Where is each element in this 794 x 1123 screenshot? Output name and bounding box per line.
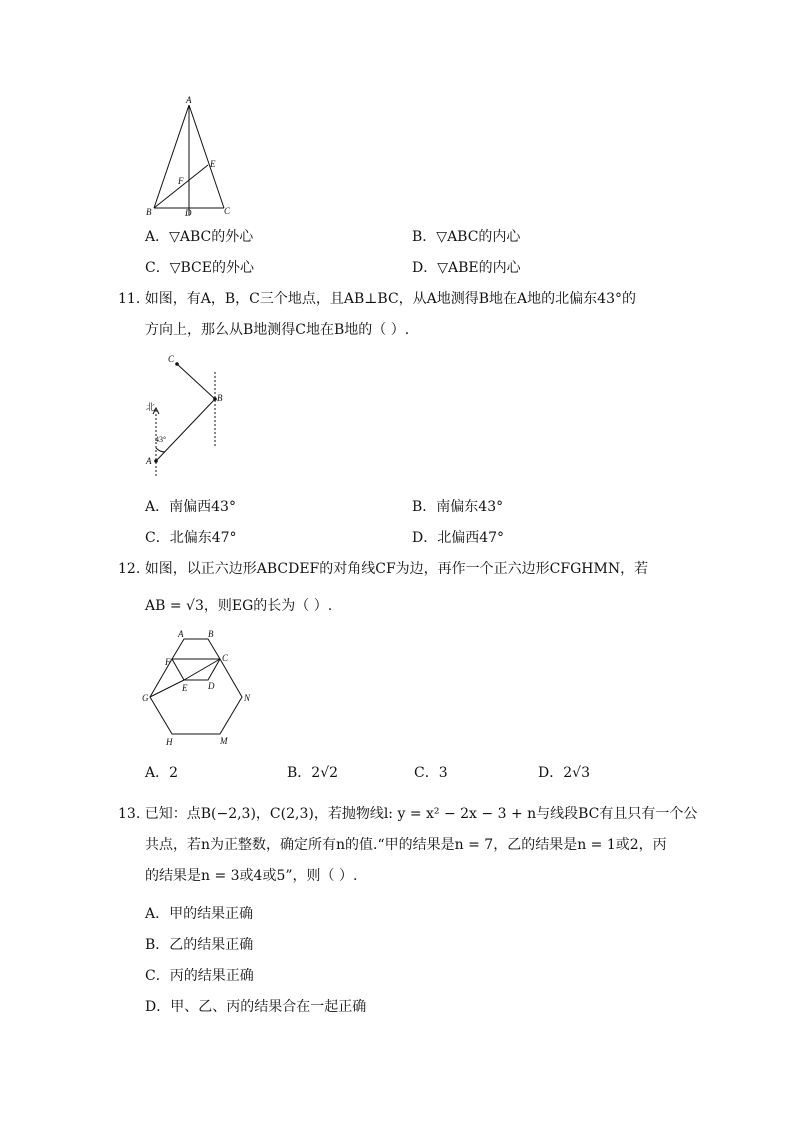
q12-label-C: C — [222, 653, 229, 663]
option-text: 北偏东47° — [169, 530, 237, 546]
q11-stem-text-2: 方向上，那么从B地测得C地在B地的（ ）. — [145, 322, 410, 338]
option-letter: B． — [412, 499, 437, 515]
q10-label-A: A — [186, 95, 192, 105]
q12-label-G: G — [142, 693, 149, 703]
option-letter: B． — [412, 229, 437, 245]
q12-stem-text-2: AB = √3，则EG的长为（ ）. — [145, 598, 333, 614]
q12-stem-line2 — [145, 597, 332, 615]
option-letter: A． — [145, 499, 170, 515]
q12-number: 12. — [118, 561, 141, 577]
option-text: ▽ABC的内心 — [436, 229, 521, 245]
q11-label-C: C — [168, 354, 175, 364]
option-text: 南偏东43° — [436, 499, 504, 515]
q12-label-M: M — [220, 736, 228, 746]
option-text: ▽BCE的外心 — [169, 260, 254, 276]
option-text: ▽ABE的内心 — [437, 260, 521, 276]
q11-stem-line2 — [145, 321, 409, 339]
option-letter: B． — [145, 937, 170, 953]
q10-option-d[interactable] — [412, 259, 521, 277]
q10-label-E: E — [210, 159, 216, 169]
q13-option-a[interactable] — [145, 905, 253, 923]
q13-number: 13. — [118, 806, 141, 822]
option-letter: C． — [145, 530, 170, 546]
option-text: 甲的结果正确 — [169, 906, 254, 922]
option-text: 丙的结果正确 — [169, 968, 254, 984]
q11-option-c[interactable] — [145, 529, 237, 547]
q11-label-north: 北 — [146, 402, 156, 412]
option-letter: D． — [145, 999, 171, 1015]
option-letter: A． — [145, 765, 170, 781]
q10-label-B: B — [146, 207, 152, 217]
q12-option-d[interactable] — [538, 764, 590, 782]
option-text: 南偏西43° — [169, 499, 236, 515]
q13-stem-text-1: 已知：点B(−2,3)，C(2,3)，若抛物线l: y = x² − 2x − 3 + n与线段BC有且只有一个公 — [144, 806, 698, 822]
option-text: 北偏西47° — [437, 530, 505, 546]
q12-label-A: A — [178, 629, 184, 639]
q12-option-b[interactable] — [287, 764, 338, 782]
option-text: 甲、乙、丙的结果合在一起正确 — [170, 999, 367, 1015]
option-letter: A． — [145, 229, 170, 245]
q11-option-b[interactable] — [412, 498, 503, 516]
q13-stem-text-3: 的结果是n = 3或4或5”，则（ ）. — [145, 868, 358, 884]
q11-stem-text-1: 如图，有A，B，C三个地点，且AB⊥BC，从A地测得B地在A地的北偏东43°的 — [144, 291, 636, 307]
q13-option-d[interactable] — [145, 998, 366, 1016]
option-letter: B． — [287, 765, 312, 781]
q12-option-a[interactable] — [145, 764, 178, 782]
q12-label-H: H — [166, 737, 173, 747]
option-letter: D． — [412, 530, 438, 546]
q10-option-b[interactable] — [412, 228, 520, 246]
option-letter: C． — [414, 765, 439, 781]
q11-direction-figure — [140, 350, 230, 480]
q11-stem-line1 — [118, 290, 636, 308]
q11-option-a[interactable] — [145, 498, 236, 516]
q11-label-A: A — [146, 456, 152, 466]
q12-stem-line1 — [118, 560, 648, 578]
q12-label-D: D — [208, 681, 215, 691]
option-text: 2√2 — [311, 765, 339, 781]
q12-label-N: N — [244, 693, 251, 703]
q13-option-c[interactable] — [145, 967, 254, 985]
q13-stem-line3 — [145, 867, 357, 885]
q12-hexagon-figure — [140, 625, 260, 750]
q10-label-D: D — [185, 208, 192, 218]
q13-stem-text-2: 共点，若n为正整数，确定所有n的值.“甲的结果是n = 7，乙的结果是n = 1或2，丙 — [145, 837, 667, 853]
q10-option-a[interactable] — [145, 228, 253, 246]
option-letter: D． — [412, 260, 438, 276]
option-letter: D． — [538, 765, 564, 781]
option-letter: C． — [145, 260, 170, 276]
q10-option-c[interactable] — [145, 259, 254, 277]
option-text: 2√3 — [563, 765, 590, 781]
q13-stem-line2 — [145, 836, 667, 854]
q13-stem-line1 — [118, 805, 697, 823]
q12-label-B: B — [208, 629, 214, 639]
q12-option-c[interactable] — [414, 764, 448, 782]
option-text: ▽ABC的外心 — [169, 229, 254, 245]
option-text: 2 — [169, 765, 179, 781]
q10-label-C: C — [224, 206, 231, 216]
option-letter: C． — [145, 968, 170, 984]
q11-label-angle: 43° — [155, 435, 167, 444]
q13-option-b[interactable] — [145, 936, 253, 954]
q11-label-B: B — [217, 393, 223, 403]
q10-label-F: F — [178, 176, 184, 186]
q12-label-F: F — [165, 657, 171, 667]
option-text: 3 — [438, 765, 448, 781]
q10-triangle-figure — [140, 95, 240, 220]
q11-number: 11. — [118, 291, 141, 307]
option-letter: A． — [145, 906, 170, 922]
option-text: 乙的结果正确 — [169, 937, 254, 953]
q11-option-d[interactable] — [412, 529, 504, 547]
q12-stem-text-1: 如图，以正六边形ABCDEF的对角线CF为边，再作一个正六边形CFGHMN，若 — [144, 561, 649, 577]
q12-label-E: E — [182, 683, 188, 693]
